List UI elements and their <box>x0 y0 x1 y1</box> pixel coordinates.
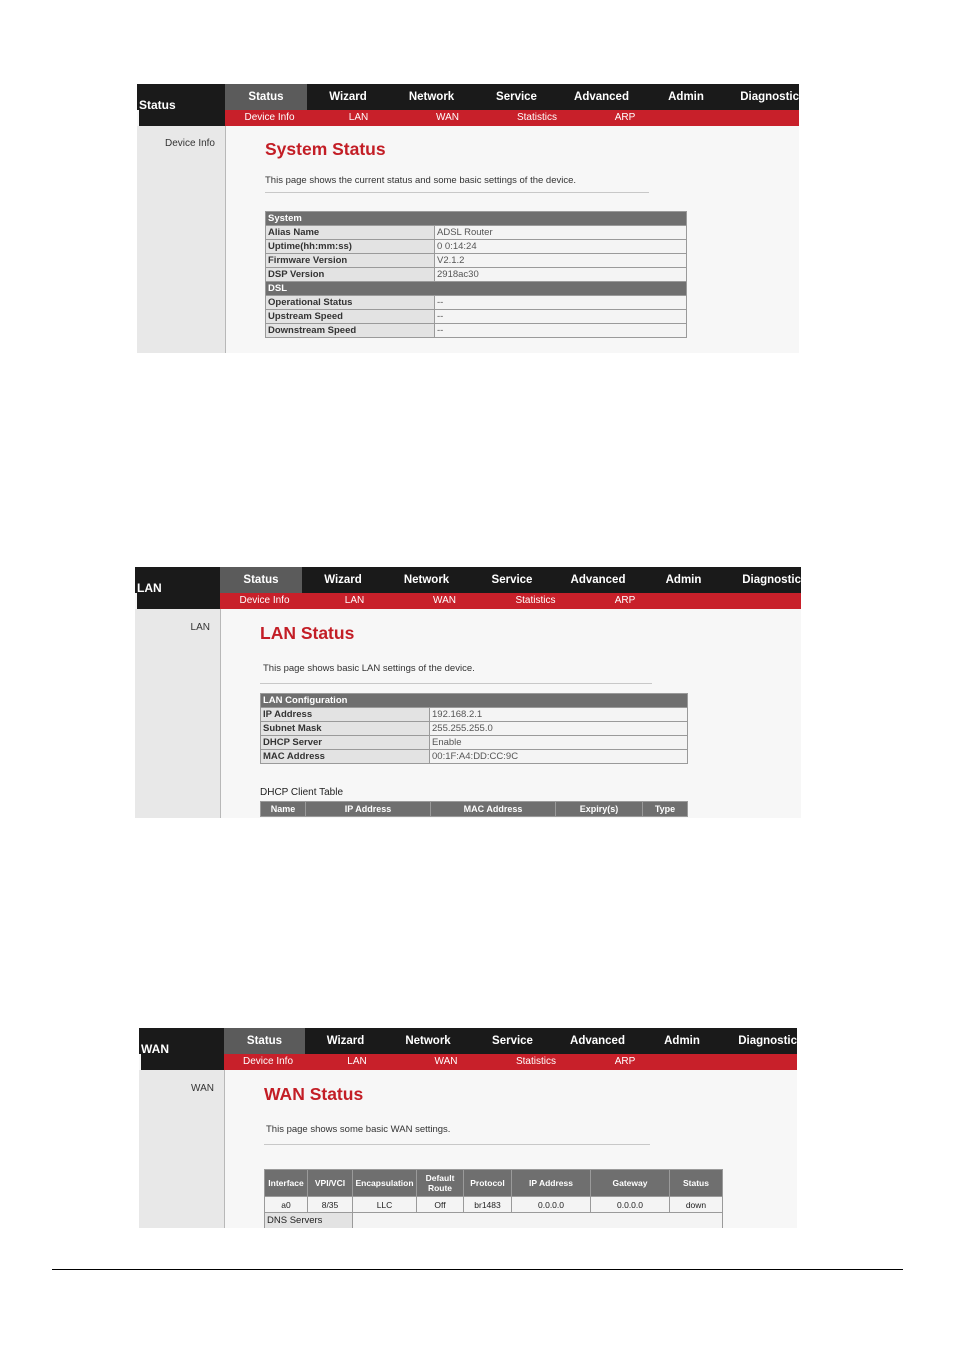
sidebar-item-wan[interactable]: WAN <box>191 1083 214 1094</box>
cell-encapsulation: LLC <box>353 1197 417 1213</box>
col-name: Name <box>261 802 306 817</box>
row-label: Upstream Speed <box>266 310 435 324</box>
sidebar-item-device-info[interactable]: Device Info <box>164 138 215 149</box>
tab-service[interactable]: Service <box>492 1035 533 1047</box>
row-value: 2918ac30 <box>435 268 687 282</box>
tab-status[interactable]: Status <box>225 84 307 110</box>
system-table <box>265 211 687 338</box>
page-description: This page shows some basic WAN settings. <box>266 1124 451 1135</box>
dhcp-client-table <box>260 801 688 817</box>
cell-vpi-vci: 8/35 <box>308 1197 353 1213</box>
table-row <box>266 324 687 338</box>
tab-diagnostic[interactable]: Diagnostic <box>742 574 801 586</box>
table-row <box>265 1213 723 1229</box>
col-ip-address: IP Address <box>512 1170 591 1197</box>
row-label: Subnet Mask <box>261 722 430 736</box>
page-title: WAN Status <box>264 1084 364 1104</box>
row-label: DHCP Server <box>261 736 430 750</box>
col-interface: Interface <box>265 1170 308 1197</box>
subtab-device-info[interactable]: Device Info <box>239 595 290 606</box>
table-row <box>261 722 688 736</box>
tab-network[interactable]: Network <box>405 1035 451 1047</box>
row-label: MAC Address <box>261 750 430 764</box>
top-nav <box>135 567 801 593</box>
tab-wizard[interactable]: Wizard <box>326 1035 365 1047</box>
cell-gateway: 0.0.0.0 <box>591 1197 670 1213</box>
col-type: Type <box>643 802 688 817</box>
table-row <box>266 254 687 268</box>
cell-status: down <box>670 1197 723 1213</box>
section-title: LAN <box>137 567 223 609</box>
sidebar <box>139 1070 225 1228</box>
lan-config-header: LAN Configuration <box>261 694 688 708</box>
col-protocol: Protocol <box>464 1170 512 1197</box>
table-row <box>266 296 687 310</box>
tab-service[interactable]: Service <box>491 574 533 586</box>
subtab-statistics[interactable]: Statistics <box>515 1056 556 1067</box>
sub-nav <box>224 1054 797 1070</box>
tab-advanced[interactable]: Advanced <box>570 574 626 586</box>
row-value: V2.1.2 <box>435 254 687 268</box>
dns-servers-value <box>353 1213 723 1229</box>
wan-table <box>264 1169 723 1228</box>
row-label: Operational Status <box>266 296 435 310</box>
sidebar <box>137 126 226 353</box>
row-label: DSP Version <box>266 268 435 282</box>
top-nav <box>139 1028 797 1054</box>
lan-screenshot <box>135 567 801 818</box>
subtab-lan[interactable]: LAN <box>347 1056 367 1067</box>
tab-wizard[interactable]: Wizard <box>324 574 362 586</box>
col-ip-address: IP Address <box>306 802 431 817</box>
sub-nav <box>225 110 799 126</box>
wan-screenshot <box>139 1028 797 1228</box>
divider <box>264 1144 650 1145</box>
page-title: System Status <box>265 139 386 159</box>
subtab-wan[interactable]: WAN <box>434 1056 458 1067</box>
subtab-lan[interactable]: LAN <box>348 112 369 123</box>
dns-servers-label: DNS Servers <box>265 1213 353 1229</box>
cell-interface: a0 <box>265 1197 308 1213</box>
tab-status[interactable]: Status <box>220 567 302 593</box>
tab-admin[interactable]: Admin <box>664 1035 700 1047</box>
table-row <box>266 240 687 254</box>
tab-advanced[interactable]: Advanced <box>570 1035 625 1047</box>
col-expiry: Expiry(s) <box>556 802 643 817</box>
row-label: Alias Name <box>266 226 435 240</box>
row-value: -- <box>435 310 687 324</box>
page-footer-rule <box>52 1269 903 1270</box>
subtab-statistics[interactable]: Statistics <box>516 112 557 123</box>
top-nav <box>137 84 799 110</box>
table-row <box>261 736 688 750</box>
row-value: 192.168.2.1 <box>430 708 688 722</box>
subtab-wan[interactable]: WAN <box>433 595 456 606</box>
row-value: -- <box>435 296 687 310</box>
row-value: 255.255.255.0 <box>430 722 688 736</box>
tab-service[interactable]: Service <box>496 91 537 103</box>
row-value: Enable <box>430 736 688 750</box>
row-label: Uptime(hh:mm:ss) <box>266 240 435 254</box>
subtab-arp[interactable]: ARP <box>614 595 636 606</box>
system-header: System <box>266 212 687 226</box>
table-row <box>266 226 687 240</box>
subtab-device-info[interactable]: Device Info <box>244 112 295 123</box>
cell-protocol: br1483 <box>464 1197 512 1213</box>
status-screenshot <box>137 84 799 353</box>
subtab-arp[interactable]: ARP <box>614 1056 636 1067</box>
subtab-arp[interactable]: ARP <box>614 112 636 123</box>
row-label: Firmware Version <box>266 254 435 268</box>
row-label: Downstream Speed <box>266 324 435 338</box>
dsl-header: DSL <box>266 282 687 296</box>
row-value: 00:1F:A4:DD:CC:9C <box>430 750 688 764</box>
tab-network[interactable]: Network <box>408 91 455 103</box>
row-value: 0 0:14:24 <box>435 240 687 254</box>
section-title: Status <box>139 84 225 126</box>
cell-ip-address: 0.0.0.0 <box>512 1197 591 1213</box>
row-value: -- <box>435 324 687 338</box>
table-row <box>261 708 688 722</box>
table-row <box>265 1197 723 1213</box>
col-status: Status <box>670 1170 723 1197</box>
section-title: WAN <box>141 1028 227 1070</box>
tab-wizard[interactable]: Wizard <box>329 91 367 103</box>
sub-nav <box>220 593 801 609</box>
sidebar-item-lan[interactable]: LAN <box>190 622 210 633</box>
sidebar <box>135 609 221 818</box>
table-row <box>261 750 688 764</box>
subtab-statistics[interactable]: Statistics <box>515 595 556 606</box>
table-row <box>266 310 687 324</box>
tab-advanced[interactable]: Advanced <box>574 91 629 103</box>
row-label: IP Address <box>261 708 430 722</box>
subtab-wan[interactable]: WAN <box>436 112 459 123</box>
tab-status[interactable]: Status <box>224 1028 305 1054</box>
lan-config-table <box>260 693 688 764</box>
page-title: LAN Status <box>260 623 355 643</box>
tab-diagnostic[interactable]: Diagnostic <box>738 1035 797 1047</box>
page-description: This page shows the current status and some basic settings of the device. <box>265 175 577 186</box>
tab-network[interactable]: Network <box>403 574 450 586</box>
table-row <box>266 268 687 282</box>
cell-default-route: Off <box>417 1197 464 1213</box>
page-description: This page shows basic LAN settings of the device. <box>263 663 475 674</box>
col-mac-address: MAC Address <box>431 802 556 817</box>
col-vpi-vci: VPI/VCI <box>308 1170 353 1197</box>
dhcp-client-title: DHCP Client Table <box>260 787 344 798</box>
divider <box>260 683 652 684</box>
row-value: ADSL Router <box>435 226 687 240</box>
tab-admin[interactable]: Admin <box>665 574 702 586</box>
subtab-lan[interactable]: LAN <box>344 595 365 606</box>
col-gateway: Gateway <box>591 1170 670 1197</box>
tab-diagnostic[interactable]: Diagnostic <box>740 91 799 103</box>
subtab-device-info[interactable]: Device Info <box>242 1056 294 1067</box>
col-encapsulation: Encapsulation <box>353 1170 417 1197</box>
tab-admin[interactable]: Admin <box>668 91 704 103</box>
divider <box>265 192 649 193</box>
col-default-route: Default Route <box>417 1170 464 1197</box>
